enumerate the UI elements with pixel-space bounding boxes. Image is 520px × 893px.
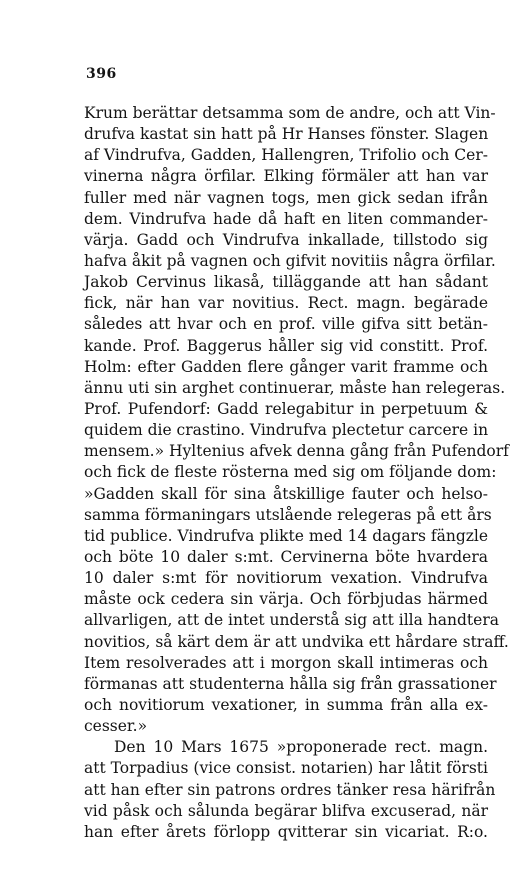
text-line: fick, när han var novitius. Rect. magn. begärade xyxy=(84,294,488,313)
body-text xyxy=(84,103,509,843)
text-line: fuller med när vagnen togs, men gick sedan ifrån xyxy=(84,188,488,207)
text-line: samma förmaningars utslående relegeras på ett års xyxy=(84,505,492,524)
page-number: 396 xyxy=(86,66,117,82)
text-line: Jakob Cervinus likaså, tilläggande att han sådant xyxy=(84,273,488,292)
text-line: novitios, så kärt dem är att undvika ett hårdare straff. xyxy=(84,632,509,651)
text-line: Prof. Pufendorf: Gadd relegabitur in perpetuum & xyxy=(84,399,488,418)
text-line: måste ock cedera sin värja. Och förbjudas härmed xyxy=(84,590,488,609)
text-line: således att hvar och en prof. ville gifva sitt betän- xyxy=(84,315,488,334)
text-line: och novitiorum vexationer, in summa från alla ex- xyxy=(84,695,488,714)
text-line: och böte 10 daler s:mt. Cervinerna böte hvardera xyxy=(84,547,488,566)
text-line: Holm: efter Gadden flere gånger varit framme och xyxy=(84,357,488,376)
text-line: drufva kastat sin hatt på Hr Hanses fönster. Slagen xyxy=(84,125,489,144)
text-line: hafva åkit på vagnen och gifvit novitiis några örfilar. xyxy=(84,251,496,270)
text-line: dem. Vindrufva hade då haft en liten commander- xyxy=(84,209,488,228)
text-line: han efter årets förlopp qvitterar sin vicariat. R:o. xyxy=(84,822,488,841)
text-line: kande. Prof. Baggerus håller sig vid constitt. Prof. xyxy=(84,336,488,355)
text-line: värja. Gadd och Vindrufva inkallade, tillstodo sig xyxy=(84,230,488,249)
text-line: »Gadden skall för sina åtskillige fauter och helso- xyxy=(84,484,488,503)
text-line: Item resolverades att i morgon skall intimeras och xyxy=(84,653,488,672)
text-line: tid publice. Vindrufva plikte med 14 dagars fängzle xyxy=(84,526,489,545)
text-line: quidem die crastino. Vindrufva plectetur carcere in xyxy=(84,421,489,440)
text-line: allvarligen, att de intet understå sig att illa handtera xyxy=(84,611,499,630)
text-line: mensem.» Hyltenius afvek denna gång från Pufendorf xyxy=(84,442,509,461)
text-line: vinerna några örfilar. Elking förmäler att han var xyxy=(84,167,488,186)
text-line: Krum berättar detsamma som de andre, och att Vin- xyxy=(84,104,496,122)
text-line: 10 daler s:mt för novitiorum vexation. Vindrufva xyxy=(84,569,488,588)
text-line: att han efter sin patrons ordres tänker resa härifrån xyxy=(84,780,496,799)
text-line: att Torpadius (vice consist. notarien) har låtit försti xyxy=(84,759,488,778)
text-line: af Vindrufva, Gadden, Hallengren, Trifolio och Cer- xyxy=(84,146,488,165)
text-line: Den 10 Mars 1675 »proponerade rect. magn. xyxy=(114,738,488,757)
text-line: cesser.» xyxy=(84,717,148,736)
text-line: förmanas att studenterna hålla sig från grassationer xyxy=(84,674,497,693)
text-line: och fick de fleste rösterna med sig om följande dom: xyxy=(84,463,497,482)
text-line: vid påsk och sålunda begärar blifva excuserad, när xyxy=(84,801,488,820)
text-line: ännu uti sin arghet continuerar, måste han relegeras. xyxy=(84,378,506,397)
